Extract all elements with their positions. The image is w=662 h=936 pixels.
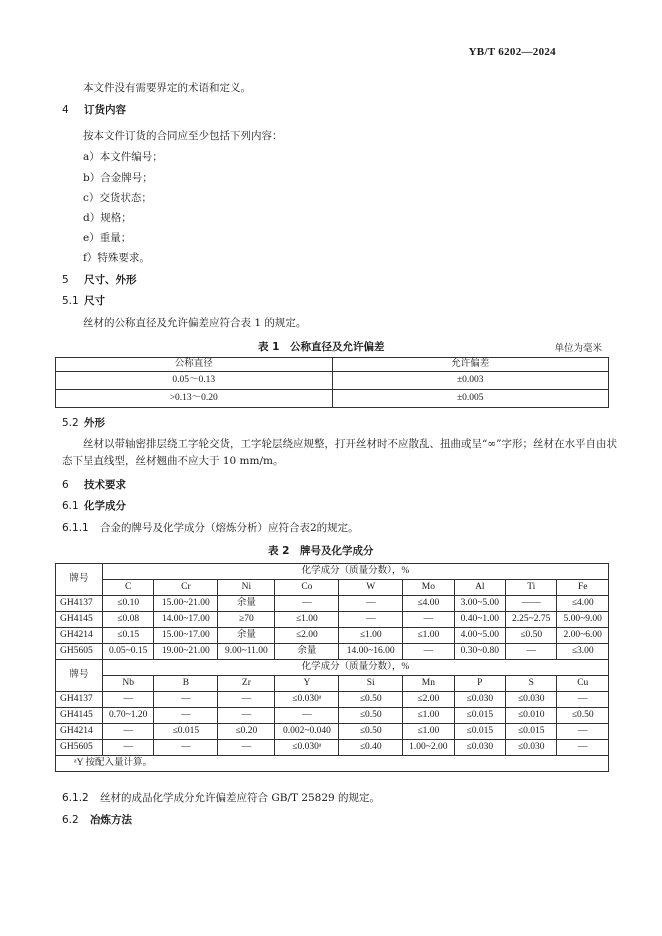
table-cell: 4.00~5.00 <box>454 628 505 644</box>
table-cell: ≤0.08 <box>103 612 154 628</box>
element-header: Zr <box>218 676 275 692</box>
grade-cell: GH4137 <box>56 596 103 612</box>
standard-number: YB/T 6202—2024 <box>468 46 556 58</box>
section-5-2-text: 丝材以带轴密排层绕工字轮交货，工字轮层绕应规整，打开丝材时不应散乱、扭曲或呈“∞”字形；丝材在水平自由状态下呈直线型，丝材翘曲不应大于 10 mm/m。 <box>62 438 617 467</box>
table-cell: ≤2.00 <box>403 692 454 708</box>
table-row <box>56 612 609 628</box>
composition-group-header: 化学成分（质量分数），% <box>103 660 609 676</box>
grade-cell: GH4214 <box>56 724 103 740</box>
table-cell: 19.00~21.00 <box>154 644 218 660</box>
composition-group-header: 化学成分（质量分数），% <box>103 564 609 580</box>
element-header: W <box>339 580 403 596</box>
element-header: Co <box>275 580 339 596</box>
element-header: Mn <box>403 676 454 692</box>
grade-cell: GH4145 <box>56 612 103 628</box>
table-cell: 9.00~11.00 <box>218 644 275 660</box>
section-5-2-heading <box>62 415 105 430</box>
table-cell: ≤1.00 <box>339 628 403 644</box>
element-header: Si <box>339 676 403 692</box>
table-cell: ≤1.00 <box>275 612 339 628</box>
grade-cell: GH4137 <box>56 692 103 708</box>
list-item: a）本文件编号； <box>83 151 163 163</box>
table-cell: ≤0.15 <box>103 628 154 644</box>
table-cell: ≤0.015 <box>454 724 505 740</box>
table-cell: ≤1.00 <box>403 628 454 644</box>
table-cell: ≤0.015 <box>154 724 218 740</box>
table-footnote: ᵃY 按配入量计算。 <box>56 756 609 772</box>
table-cell: — <box>557 692 609 708</box>
table-cell: 3.00~5.00 <box>454 596 505 612</box>
element-header: Ni <box>218 580 275 596</box>
table-row <box>56 708 609 724</box>
table-cell: 0.05～0.13 <box>56 372 333 390</box>
table-header-row <box>56 660 609 676</box>
table-cell: ≤0.10 <box>103 596 154 612</box>
section-title: 冶炼方法 <box>90 814 132 826</box>
section-number: 5 <box>62 274 69 286</box>
intro-text: 本文件没有需要界定的术语和定义。 <box>83 82 251 94</box>
column-header: 公称直径 <box>56 358 333 372</box>
table-cell: — <box>275 596 339 612</box>
table-cell: ≤0.030ᵃ <box>275 692 339 708</box>
table-cell: 0.002~0.040 <box>275 724 339 740</box>
table-cell: — <box>103 740 154 756</box>
table-cell: ≤3.00 <box>557 644 609 660</box>
section-title: 尺寸、外形 <box>84 274 137 286</box>
table-row <box>56 724 609 740</box>
clause-text: 丝材的成品化学成分允许偏差应符合 GB/T 25829 的规定。 <box>100 792 381 804</box>
table-cell: ≤4.00 <box>403 596 454 612</box>
section-number: 6 <box>62 479 69 491</box>
section-6-2-heading <box>62 812 132 827</box>
table-cell: 14.00~17.00 <box>154 612 218 628</box>
section-6-1-heading <box>62 498 126 513</box>
table-cell: ±0.005 <box>332 390 609 408</box>
table-1-caption: 表 1 公称直径及允许偏差 <box>258 341 385 353</box>
grade-header: 牌号 <box>56 660 103 692</box>
element-header: Ti <box>506 580 557 596</box>
section-4-lead: 按本文件订货的合同应至少包括下列内容： <box>83 130 283 142</box>
table-cell: — <box>218 740 275 756</box>
table-cell: — <box>557 740 609 756</box>
section-6-1-2-text <box>62 790 380 805</box>
table-cell: ≤0.030 <box>506 740 557 756</box>
table-footnote-row <box>56 756 609 772</box>
table-cell: — <box>339 612 403 628</box>
clause-number: 6.1.1 <box>62 522 89 534</box>
table-cell: — <box>218 692 275 708</box>
grade-header: 牌号 <box>56 564 103 596</box>
element-header: Fe <box>557 580 609 596</box>
list-item: f）特殊要求。 <box>83 252 150 264</box>
clause-number: 6.1.2 <box>62 792 89 804</box>
table-cell: ≤1.00 <box>403 708 454 724</box>
table-cell: 1.00~2.00 <box>403 740 454 756</box>
table-cell: 余量 <box>275 644 339 660</box>
table-cell: 5.00~9.00 <box>557 612 609 628</box>
table-2-caption: 表 2 牌号及化学成分 <box>268 545 374 557</box>
section-5-1-text: 丝材的公称直径及允许偏差应符合表 1 的规定。 <box>83 317 307 329</box>
table-cell: — <box>339 596 403 612</box>
table-cell: ≤0.50 <box>339 692 403 708</box>
element-header: Mo <box>403 580 454 596</box>
table-cell: >0.13～0.20 <box>56 390 333 408</box>
section-number: 5.2 <box>62 417 79 429</box>
table-cell: ≥70 <box>218 612 275 628</box>
element-header: Y <box>275 676 339 692</box>
section-6-1-1-text <box>62 520 359 535</box>
table-cell: — <box>103 724 154 740</box>
table-row <box>56 372 609 390</box>
element-header: P <box>454 676 505 692</box>
table-cell: ≤0.030ᵃ <box>275 740 339 756</box>
table-cell: ≤0.030 <box>454 740 505 756</box>
table-cell: ≤0.20 <box>218 724 275 740</box>
element-header-row <box>56 580 609 596</box>
list-item: e）重量； <box>83 232 132 244</box>
table-cell: ≤2.00 <box>275 628 339 644</box>
table-cell: — <box>557 724 609 740</box>
table-cell: ≤0.40 <box>339 740 403 756</box>
section-5-1-heading <box>62 293 105 308</box>
table-cell: ±0.003 <box>332 372 609 390</box>
table-cell: ≤0.015 <box>454 708 505 724</box>
list-item: d）规格； <box>83 212 132 224</box>
section-title: 技术要求 <box>84 479 126 491</box>
table-row <box>56 692 609 708</box>
grade-cell: GH4214 <box>56 628 103 644</box>
table-2 <box>55 563 609 772</box>
table-cell: — <box>403 644 454 660</box>
element-header: B <box>154 676 218 692</box>
table-row <box>56 628 609 644</box>
table-row <box>56 596 609 612</box>
table-cell: 0.40~1.00 <box>454 612 505 628</box>
table-cell: ≤0.030 <box>506 692 557 708</box>
table-header-row <box>56 564 609 580</box>
column-header: 允许偏差 <box>332 358 609 372</box>
table-cell: 余量 <box>218 628 275 644</box>
section-title: 外形 <box>84 417 105 429</box>
table-cell: 余量 <box>218 596 275 612</box>
grade-cell: GH5605 <box>56 740 103 756</box>
table-cell: — <box>103 692 154 708</box>
list-item: b）合金牌号； <box>83 172 153 184</box>
table-cell: — <box>403 612 454 628</box>
table-cell: — <box>218 708 275 724</box>
table-cell: 15.00~21.00 <box>154 596 218 612</box>
table-cell: ≤1.00 <box>403 724 454 740</box>
element-header: Nb <box>103 676 154 692</box>
clause-text: 合金的牌号及化学成分（熔炼分析）应符合表2的规定。 <box>100 522 359 534</box>
table-cell: — <box>154 740 218 756</box>
element-header: Cu <box>557 676 609 692</box>
table-1 <box>55 357 609 408</box>
section-5-heading <box>62 272 137 287</box>
section-number: 6.1 <box>62 500 79 512</box>
table-cell: — <box>154 708 218 724</box>
table-cell: 15.00~17.00 <box>154 628 218 644</box>
element-header: Cr <box>154 580 218 596</box>
section-number: 4 <box>62 104 69 116</box>
table-header-row <box>56 358 609 372</box>
table-cell: 14.00~16.00 <box>339 644 403 660</box>
table-cell: 2.00~6.00 <box>557 628 609 644</box>
table-cell: ≤0.010 <box>506 708 557 724</box>
table-cell: 0.70~1.20 <box>103 708 154 724</box>
table-cell: 0.05~0.15 <box>103 644 154 660</box>
table-cell: ≤0.50 <box>339 724 403 740</box>
section-number: 5.1 <box>62 295 79 307</box>
section-6-heading <box>62 477 126 492</box>
section-number: 6.2 <box>62 814 79 826</box>
table-cell: ≤4.00 <box>557 596 609 612</box>
table-cell: — <box>506 644 557 660</box>
table-cell: ≤0.030 <box>454 692 505 708</box>
list-item: c）交货状态； <box>83 192 152 204</box>
table-row <box>56 390 609 408</box>
table-cell: ≤0.50 <box>557 708 609 724</box>
table-row <box>56 644 609 660</box>
element-header: S <box>506 676 557 692</box>
section-4-heading <box>62 102 126 117</box>
section-title: 化学成分 <box>84 500 126 512</box>
table-cell: — <box>275 708 339 724</box>
table-cell: ≤0.50 <box>339 708 403 724</box>
table-cell: ≤0.50 <box>506 628 557 644</box>
section-title: 尺寸 <box>84 295 105 307</box>
grade-cell: GH5605 <box>56 644 103 660</box>
table-row <box>56 740 609 756</box>
table-cell: 0.30~0.80 <box>454 644 505 660</box>
grade-cell: GH4145 <box>56 708 103 724</box>
table-1-unit: 单位为毫米 <box>554 343 602 354</box>
table-cell: 2.25~2.75 <box>506 612 557 628</box>
element-header: Al <box>454 580 505 596</box>
element-header: C <box>103 580 154 596</box>
section-title: 订货内容 <box>84 104 126 116</box>
table-cell: —— <box>506 596 557 612</box>
element-header-row <box>56 676 609 692</box>
table-cell: ≤0.015 <box>506 724 557 740</box>
table-cell: — <box>154 692 218 708</box>
